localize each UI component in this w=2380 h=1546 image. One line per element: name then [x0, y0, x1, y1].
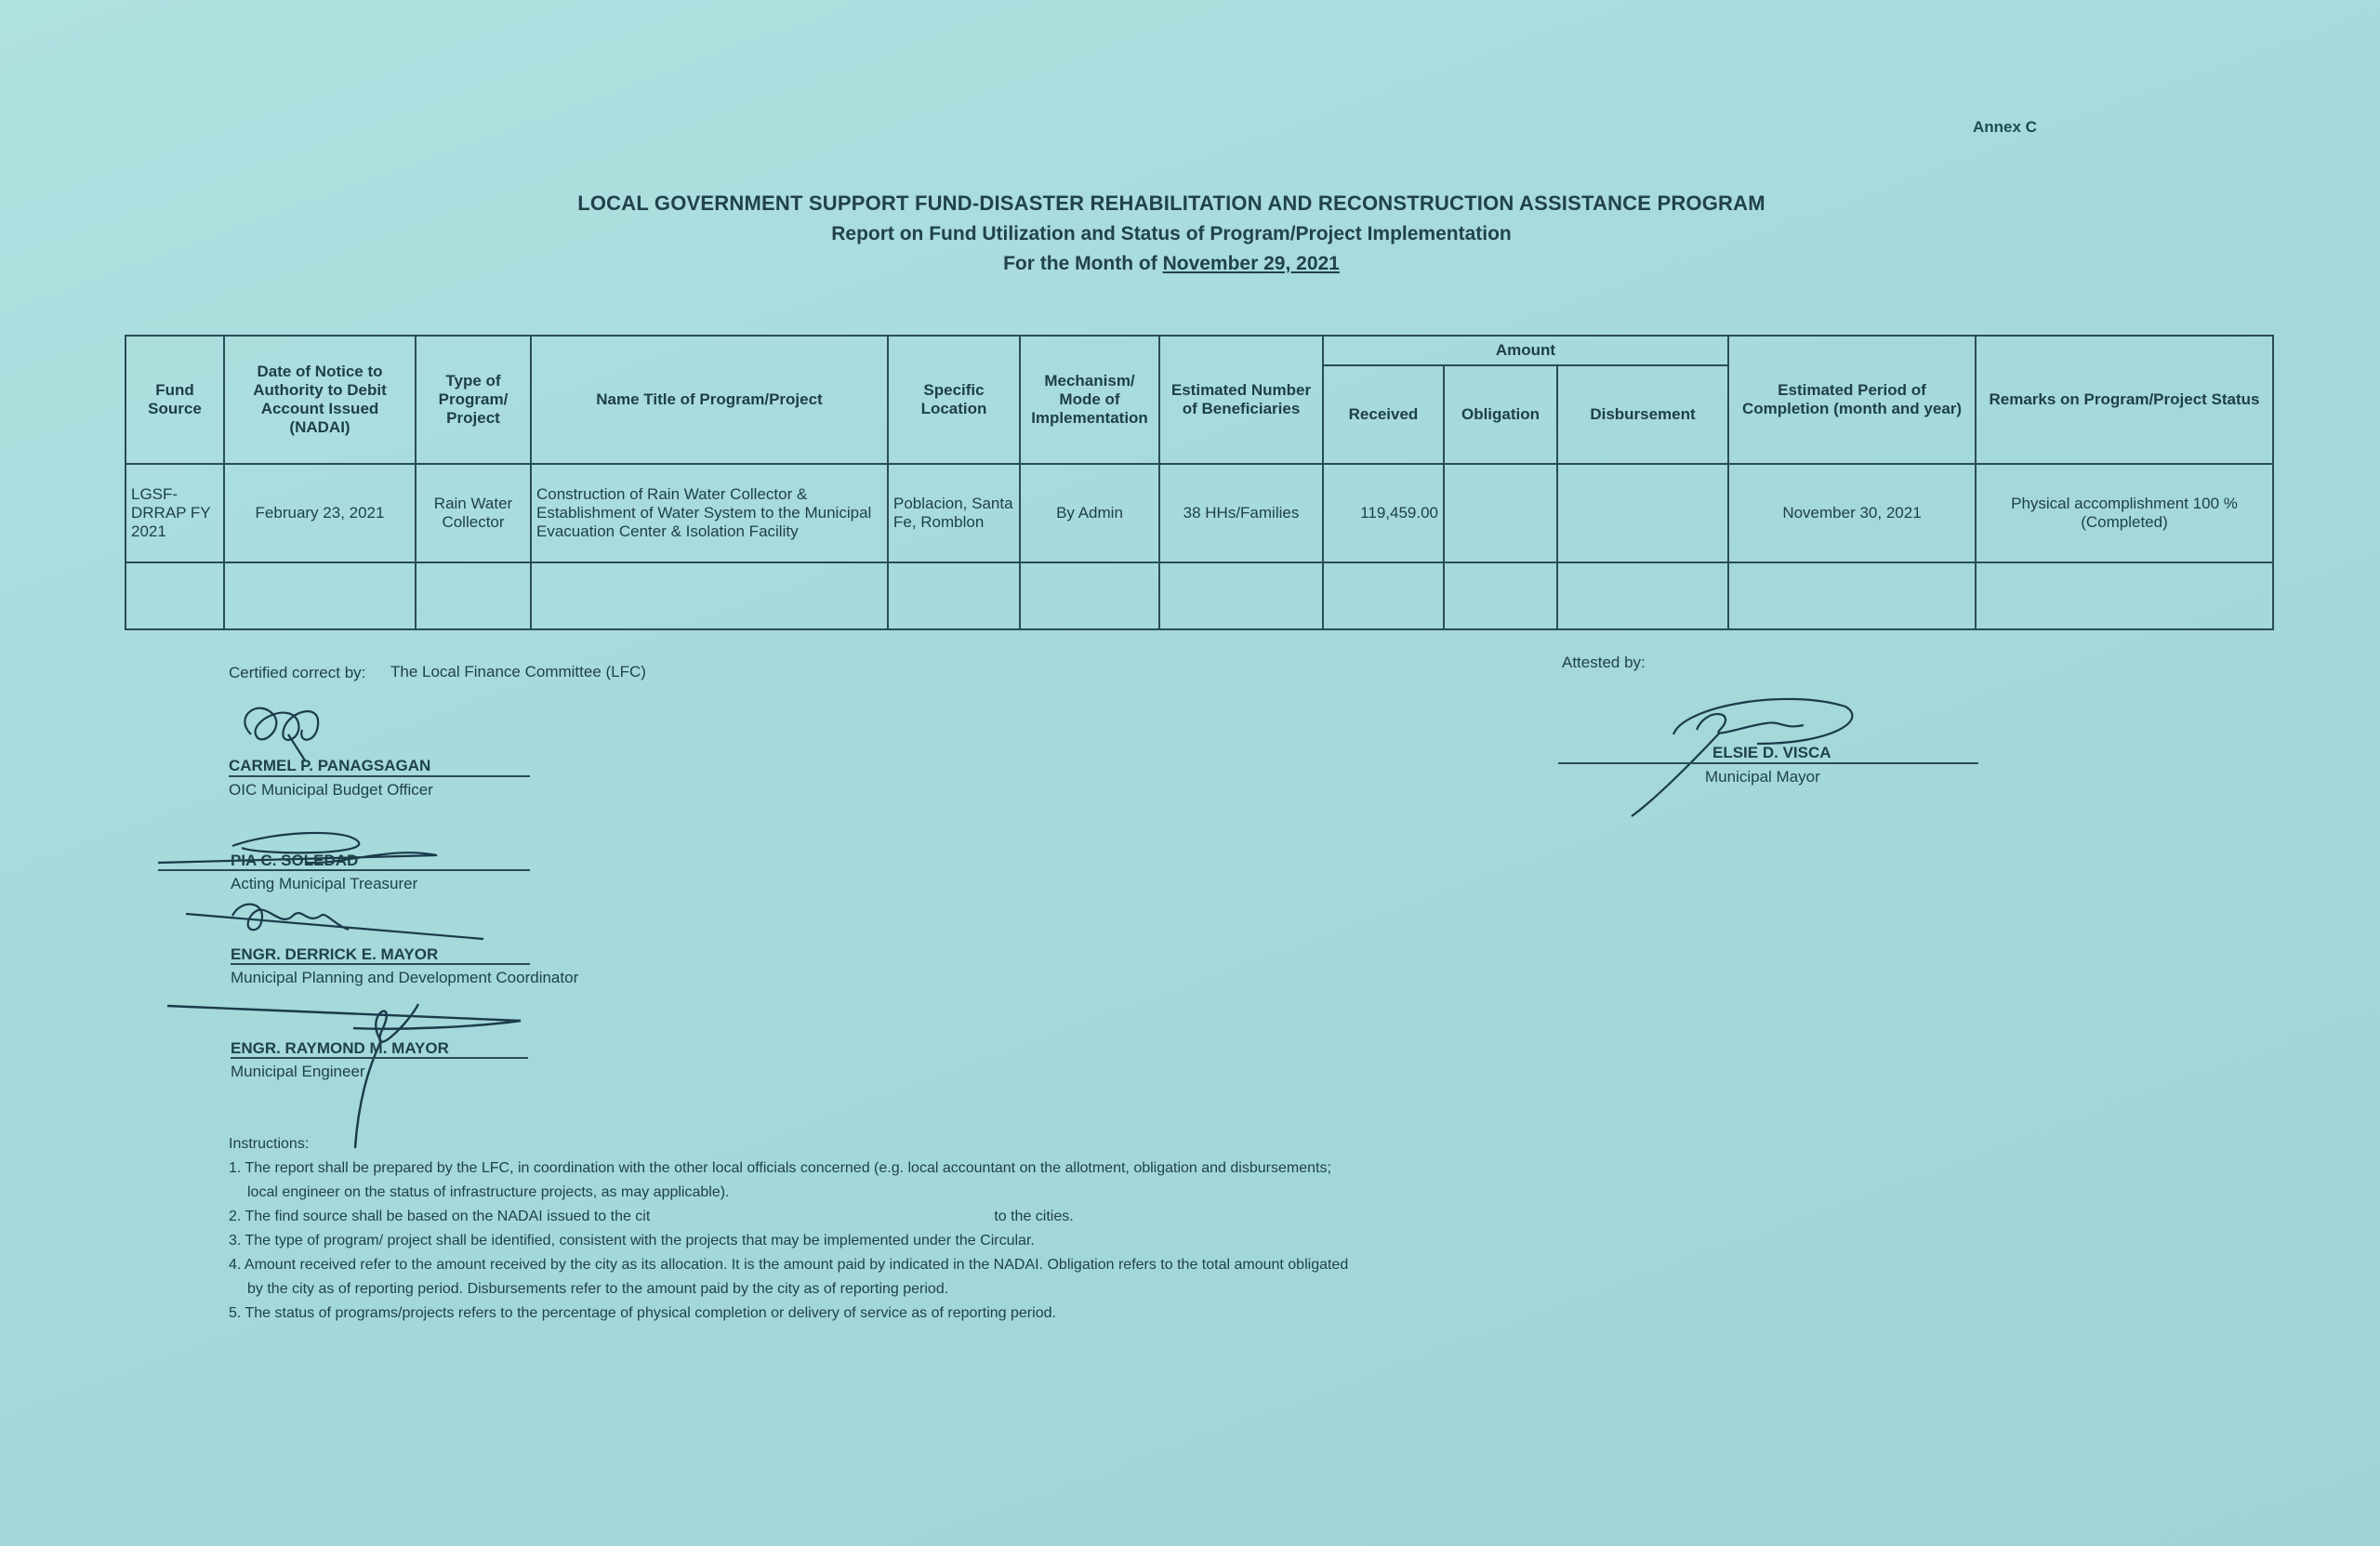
attested-title: Municipal Mayor: [1705, 768, 1820, 786]
header-completion: Estimated Period of Completion (month and year): [1728, 336, 1976, 464]
signatory-name: PIA C. SOLEDAD: [231, 852, 359, 869]
report-month: [558, 253, 1785, 275]
header-fund-source: Fund Source: [126, 336, 224, 464]
report-title: LOCAL GOVERNMENT SUPPORT FUND-DISASTER REHABILITATION AND RECONSTRUCTION ASSISTANCE PROGRAM: [577, 192, 1765, 215]
signature-line: [229, 775, 530, 777]
cell-obligation: [1444, 464, 1557, 562]
signature-line: [231, 1057, 528, 1059]
cell-mechanism: By Admin: [1020, 464, 1159, 562]
signatory-title: Municipal Planning and Development Coordinator: [231, 969, 579, 986]
header-date-notice: Date of Notice to Authority to Debit Account Issued (NADAI): [224, 336, 416, 464]
report-subtitle: Report on Fund Utilization and Status of Program/Project Implementation: [831, 223, 1512, 244]
signatory-title: Municipal Engineer: [231, 1063, 365, 1080]
instruction-item: 3. The type of program/ project shall be identified, consistent with the projects that may be implemented under the Circular.: [229, 1233, 1035, 1249]
cell-disbursement: [1557, 464, 1728, 562]
cell-beneficiaries: 38 HHs/Families: [1159, 464, 1323, 562]
certified-committee: The Local Finance Committee (LFC): [390, 663, 646, 681]
header-remarks: Remarks on Program/Project Status: [1976, 336, 2273, 464]
signatory-name: CARMEL P. PANAGSAGAN: [229, 757, 431, 774]
instruction-item: 1. The report shall be prepared by the LFC, in coordination with the other local officials concerned (e.g. local accountant on the allotment, obligation and disbursements;: [229, 1160, 1331, 1176]
header-received: Received: [1323, 365, 1444, 464]
signatory-title: OIC Municipal Budget Officer: [229, 781, 433, 799]
table-row: [126, 464, 2273, 562]
instruction-item: by the city as of reporting period. Disbursements refer to the amount paid by the city as of reporting period.: [247, 1281, 949, 1297]
header-obligation: Obligation: [1444, 365, 1557, 464]
cell-received: 119,459.00: [1323, 464, 1444, 562]
signatory-name: ENGR. DERRICK E. MAYOR: [231, 945, 439, 963]
header-amount: Amount: [1323, 336, 1728, 365]
instruction-item: local engineer on the status of infrastructure projects, as may applicable).: [247, 1184, 730, 1200]
instruction-item: [229, 1205, 1348, 1229]
title-block: [558, 192, 1785, 275]
header-type: Type of Program/ Project: [416, 336, 531, 464]
header-name-title: Name Title of Program/Project: [531, 336, 888, 464]
cell-remarks: Physical accomplishment 100 % (Completed): [1976, 464, 2273, 562]
cell-fund-source: LGSF-DRRAP FY 2021: [126, 464, 224, 562]
header-disbursement: Disbursement: [1557, 365, 1728, 464]
attested-label: Attested by:: [1562, 654, 1646, 671]
table-row-empty: [126, 562, 2273, 629]
signature-line: [231, 963, 530, 965]
month-prefix: For the Month of: [1003, 253, 1157, 274]
certified-label: Certified correct by:: [229, 664, 366, 681]
instruction-text: to the cities.: [994, 1209, 1074, 1224]
signature-line: [1558, 762, 1978, 764]
cell-name-title: Construction of Rain Water Collector & Establishment of Water System to the Municipal Evacuation Center & Isolation Facility: [531, 464, 888, 562]
instruction-text: 2. The find source shall be based on the NADAI issued to the cit: [229, 1209, 651, 1224]
signatory-title: Acting Municipal Treasurer: [231, 875, 418, 892]
instructions: [229, 1132, 1348, 1326]
instruction-item: 4. Amount received refer to the amount received by the city as its allocation. It is the amount paid by indicated in the NADAI. Obligation refers to the total amount obligated: [229, 1257, 1349, 1273]
cell-type: Rain Water Collector: [416, 464, 531, 562]
signature-line: [158, 869, 530, 871]
header-location: Specific Location: [888, 336, 1020, 464]
report-table: [125, 335, 2274, 630]
instructions-heading: Instructions:: [229, 1136, 310, 1152]
cell-date-notice: February 23, 2021: [224, 464, 416, 562]
instruction-item: 5. The status of programs/projects refers to the percentage of physical completion or delivery of service as of reporting period.: [229, 1305, 1056, 1321]
signature-mark: [232, 697, 335, 762]
cell-completion: November 30, 2021: [1728, 464, 1976, 562]
cell-location: Poblacion, Santa Fe, Romblon: [888, 464, 1020, 562]
table-header-row: [126, 336, 2273, 365]
signatory-name: ENGR. RAYMOND M. MAYOR: [231, 1039, 449, 1057]
month-value: November 29, 2021: [1162, 253, 1340, 274]
annex-label: Annex C: [1973, 118, 2037, 136]
header-beneficiaries: Estimated Number of Beneficiaries: [1159, 336, 1323, 464]
header-mechanism: Mechanism/ Mode of Implementation: [1020, 336, 1159, 464]
attested-name: ELSIE D. VISCA: [1712, 744, 1831, 761]
signature-mark: [186, 888, 493, 944]
